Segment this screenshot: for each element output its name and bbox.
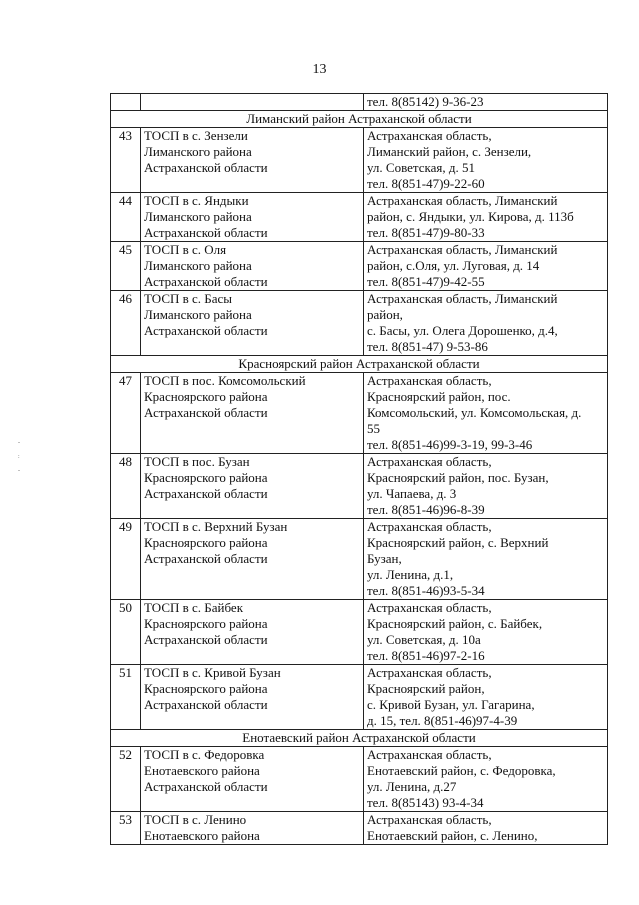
address-line: тел. 8(851-47) 9-53-86 [367,339,488,354]
name-line: Красноярского района [144,681,268,696]
address-line: Комсомольский, ул. Комсомольская, д. [367,405,582,420]
address-line: Астраханская область, [367,519,492,534]
section-title: Лиманский район Астраханской области [111,111,608,128]
row-address-cell [364,94,608,111]
margin-mark: : [18,454,20,460]
row-name-cell [141,600,364,665]
name-line: Енотаевского района [144,763,260,778]
row-number-cell: 44 [111,193,141,242]
name-line: Красноярского района [144,535,268,550]
name-line: Астраханской области [144,160,268,175]
margin-marks [18,436,24,478]
row-name-cell [141,454,364,519]
address-line: Астраханская область, [367,600,492,615]
row-number-cell: 45 [111,242,141,291]
name-line: Астраханской области [144,551,268,566]
row-name-cell [141,665,364,730]
name-line: Красноярского района [144,616,268,631]
address-line: Красноярский район, [367,681,485,696]
address-line: с. Кривой Бузан, ул. Гагарина, [367,697,535,712]
address-line: ул. Ленина, д.1, [367,567,454,582]
name-line: ТОСП в с. Зензели [144,128,248,143]
row-number-cell: 49 [111,519,141,600]
address-line: Астраханская область, Лиманский [367,193,558,208]
address-line: тел. 8(851-46)93-5-34 [367,583,485,598]
name-line: Астраханской области [144,697,268,712]
address-line: ул. Ленина, д.27 [367,779,457,794]
name-line: Астраханской области [144,405,268,420]
name-line: ТОСП в с. Оля [144,242,227,257]
address-line: тел. 8(851-47)9-22-60 [367,176,485,191]
section-title: Енотаевский район Астраханской области [111,730,608,747]
name-line: ТОСП в пос. Комсомольский [144,373,306,388]
address-line: Астраханская область, Лиманский [367,242,558,257]
address-line: район, с.Оля, ул. Луговая, д. 14 [367,258,540,273]
name-line: Лиманского района [144,258,252,273]
address-line: район, [367,307,403,322]
address-line: с. Басы, ул. Олега Дорошенко, д.4, [367,323,558,338]
address-line: тел. 8(851-46)99-3-19, 99-3-46 [367,437,533,452]
row-address-cell [364,812,608,845]
offices-table [110,93,608,845]
address-line: тел. 8(851-47)9-80-33 [367,225,485,240]
row-number-cell: 51 [111,665,141,730]
address-line: Астраханская область, [367,812,492,827]
name-line: Лиманского района [144,144,252,159]
name-line: ТОСП в с. Яндыки [144,193,249,208]
row-address-cell [364,519,608,600]
address-line: ул. Советская, д. 10а [367,632,481,647]
table-row [111,747,608,812]
name-line: ТОСП в с. Верхний Бузан [144,519,288,534]
row-address-cell [364,600,608,665]
name-line: Астраханской области [144,779,268,794]
row-number-cell: 53 [111,812,141,845]
row-name-cell [141,519,364,600]
row-address-cell [364,193,608,242]
table-row [111,242,608,291]
name-line: Лиманского района [144,307,252,322]
section-header-row [111,111,608,128]
address-line: район, с. Яндыки, ул. Кирова, д. 113б [367,209,574,224]
table-row [111,600,608,665]
address-line: ул. Советская, д. 51 [367,160,476,175]
address-line: Астраханская область, [367,665,492,680]
name-line: Астраханской области [144,274,268,289]
address-line: Астраханская область, [367,373,492,388]
address-line: Астраханская область, [367,128,492,143]
name-line: ТОСП в пос. Бузан [144,454,250,469]
address-line: Красноярский район, с. Верхний [367,535,549,550]
row-name-cell [141,747,364,812]
address-line: Лиманский район, с. Зензели, [367,144,532,159]
page-number: 13 [312,62,327,77]
name-line: ТОСП в с. Кривой Бузан [144,665,281,680]
row-name-cell [141,373,364,454]
address-line: ул. Чапаева, д. 3 [367,486,457,501]
margin-mark: - [18,440,20,446]
row-name-cell [141,193,364,242]
offices-table-body [111,94,608,845]
address-line: Енотаевский район, с. Федоровка, [367,763,556,778]
row-name-cell [141,291,364,356]
table-row [111,812,608,845]
row-address-cell [364,665,608,730]
address-line: тел. 8(851-46)97-2-16 [367,648,485,663]
address-line: тел. 8(851-47)9-42-55 [367,274,485,289]
address-line: Бузан, [367,551,402,566]
name-line: Астраханской области [144,323,268,338]
row-number-cell: 43 [111,128,141,193]
address-line: Красноярский район, с. Байбек, [367,616,543,631]
address-line: д. 15, тел. 8(851-46)97-4-39 [367,713,518,728]
table-row [111,373,608,454]
row-number-cell [111,94,141,111]
address-line: Енотаевский район, с. Ленино, [367,828,538,843]
table-row [111,128,608,193]
address-line: Красноярский район, пос. Бузан, [367,470,549,485]
address-line: тел. 8(85142) 9-36-23 [367,94,484,109]
row-number-cell: 47 [111,373,141,454]
name-line: Астраханской области [144,632,268,647]
row-number-cell: 46 [111,291,141,356]
margin-mark: - [18,468,20,474]
row-address-cell [364,291,608,356]
section-header-row [111,730,608,747]
row-number-cell: 52 [111,747,141,812]
row-name-cell [141,128,364,193]
row-address-cell [364,454,608,519]
table-row [111,291,608,356]
address-line: Красноярский район, пос. [367,389,511,404]
table-row-continued [111,94,608,111]
row-number-cell: 48 [111,454,141,519]
address-line: Астраханская область, [367,747,492,762]
row-name-cell [141,94,364,111]
row-address-cell [364,242,608,291]
name-line: ТОСП в с. Байбек [144,600,244,615]
section-title: Красноярский район Астраханской области [111,356,608,373]
address-line: тел. 8(85143) 93-4-34 [367,795,484,810]
name-line: ТОСП в с. Ленино [144,812,247,827]
table-row [111,519,608,600]
row-address-cell [364,128,608,193]
name-line: Астраханской области [144,225,268,240]
address-line: Астраханская область, Лиманский [367,291,558,306]
name-line: Красноярского района [144,389,268,404]
table-row [111,454,608,519]
name-line: Лиманского района [144,209,252,224]
table-row [111,665,608,730]
row-address-cell [364,373,608,454]
row-address-cell [364,747,608,812]
row-name-cell [141,812,364,845]
section-header-row [111,356,608,373]
name-line: ТОСП в с. Федоровка [144,747,265,762]
address-line: Астраханская область, [367,454,492,469]
name-line: Красноярского района [144,470,268,485]
name-line: Астраханской области [144,486,268,501]
address-line: 55 [367,421,380,436]
table-row [111,193,608,242]
address-line: тел. 8(851-46)96-8-39 [367,502,485,517]
row-number-cell: 50 [111,600,141,665]
name-line: ТОСП в с. Басы [144,291,233,306]
row-name-cell [141,242,364,291]
name-line: Енотаевского района [144,828,260,843]
